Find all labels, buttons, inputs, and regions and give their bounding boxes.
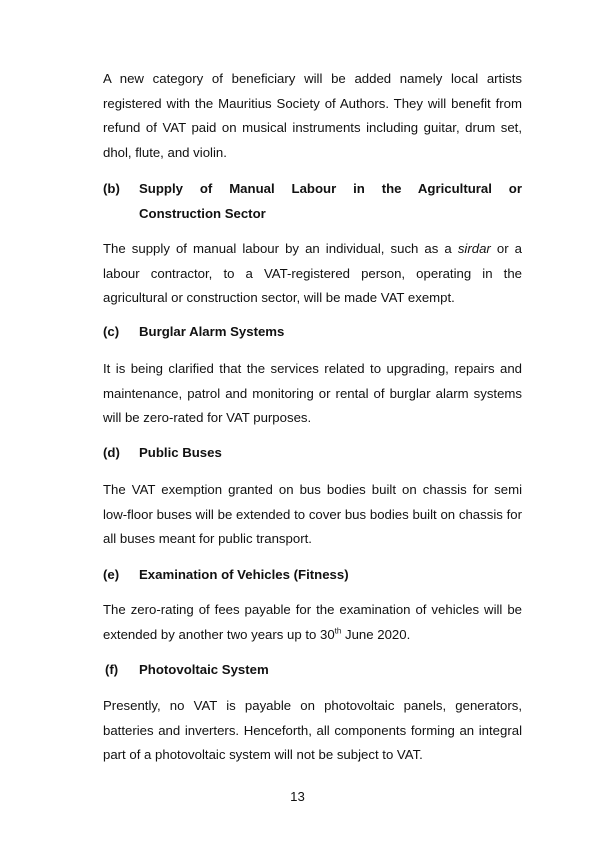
section-letter: (d) [103, 445, 120, 460]
intro-paragraph: A new category of beneficiary will be added namely local artists registered with the Mauritius Society of Authors. They will benefit from refund of VAT paid on musical instruments including guitar, drum set, dhol, flute, and violin. [103, 71, 522, 160]
section-title: Burglar Alarm Systems [139, 324, 285, 339]
section-title: Photovoltaic System [139, 662, 269, 677]
section-letter: (f) [105, 662, 119, 677]
ordinal-suffix: th [334, 626, 342, 636]
section-heading-e [103, 563, 522, 588]
section-title-line-1: Supply of Manual Labour in the Agricultural or [139, 181, 522, 196]
section-heading-c [103, 320, 522, 345]
section-title [139, 177, 522, 226]
body-text: June 2020. [341, 626, 411, 642]
section-title: Examination of Vehicles (Fitness) [139, 567, 349, 582]
section-body-f: Presently, no VAT is payable on photovoltaic panels, generators, batteries and inverters. Henceforth, all components forming an integral part of a photovoltaic system will not be subject to VAT. [103, 698, 522, 762]
section-body-c: It is being clarified that the services related to upgrading, repairs and maintenance, patrol and monitoring or rental of burglar alarm systems will be zero-rated for VAT purposes. [103, 361, 522, 425]
page-number: 13 [290, 789, 305, 804]
section-body-e [103, 598, 522, 647]
section-body-d: The VAT exemption granted on bus bodies built on chassis for semi low-floor buses will be extended to cover bus bodies built on chassis for all buses meant for public transport. [103, 482, 522, 546]
section-body-b [103, 237, 522, 311]
body-text: or a labour contractor, to a VAT-registered person, operating in the agricultural or construction sector, will be made VAT exempt. [103, 241, 523, 305]
section-letter: (c) [103, 324, 120, 339]
section-title-line-2: Construction Sector [139, 205, 266, 221]
section-title: Public Buses [139, 445, 222, 460]
section-heading-f [103, 658, 522, 683]
italic-term: sirdar [457, 241, 491, 256]
body-text: The supply of manual labour by an individual, such as a [103, 241, 458, 256]
section-heading-b [103, 177, 522, 226]
section-heading-d [103, 441, 522, 466]
section-letter: (b) [103, 181, 120, 196]
body-text: The zero-rating of fees payable for the examination of vehicles will be extended by another two years up to 30 [103, 602, 522, 642]
section-letter: (e) [103, 567, 120, 582]
